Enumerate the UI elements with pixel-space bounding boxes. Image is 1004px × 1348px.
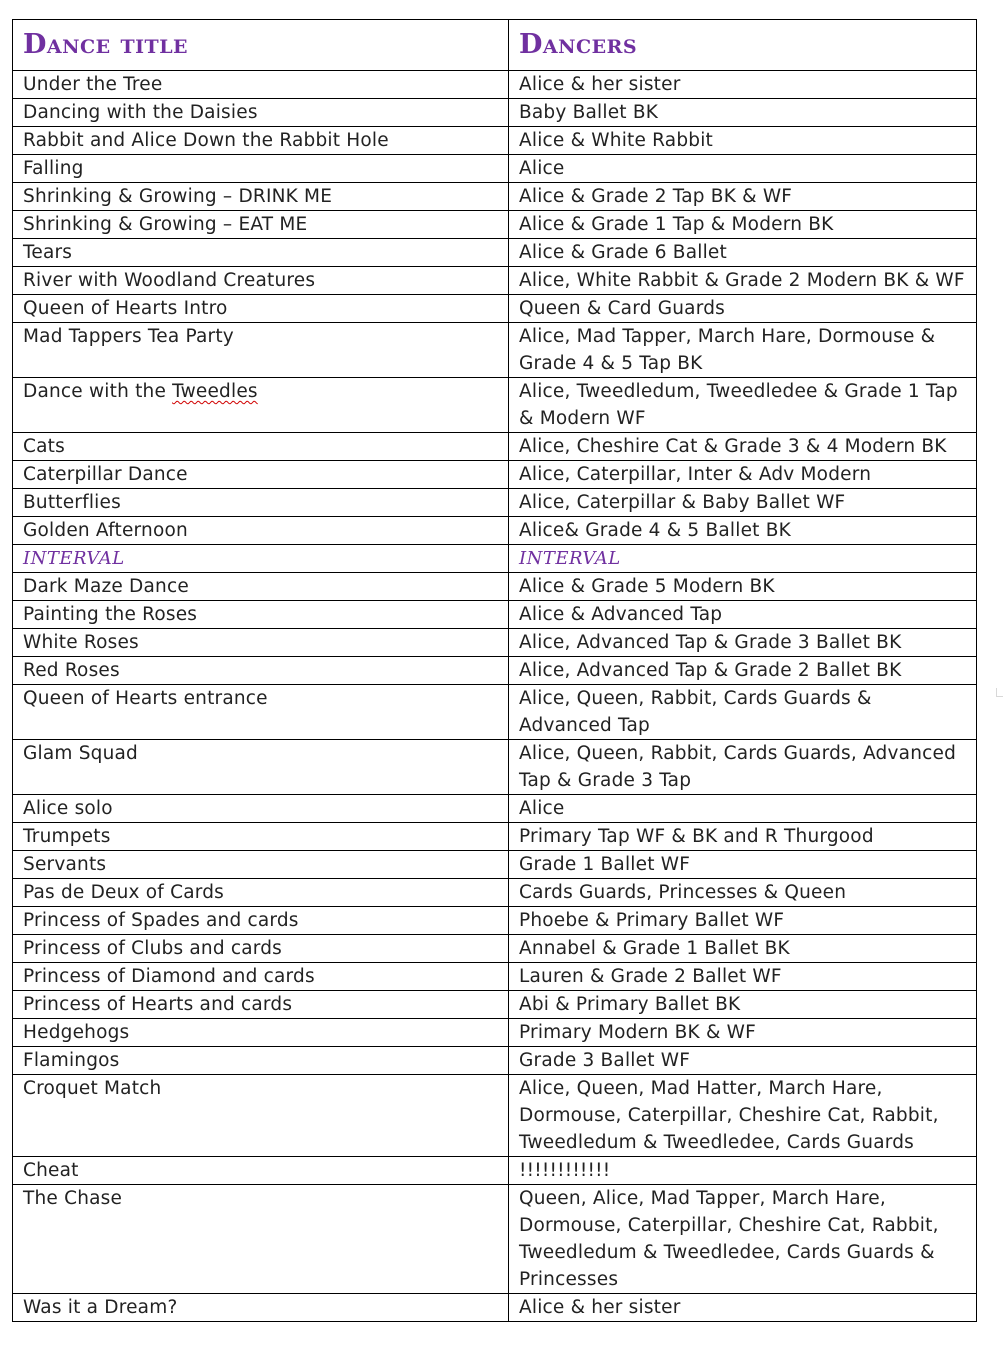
- table-row: [13, 657, 977, 685]
- header-row: [13, 20, 977, 71]
- dancers-cell: Alice, Tweedledum, Tweedledee & Grade 1 Tap & Modern WF: [509, 378, 977, 433]
- dance-title-cell: Hedgehogs: [13, 1019, 509, 1047]
- dancers-cell: Alice & Grade 5 Modern BK: [509, 573, 977, 601]
- dance-title-cell: Shrinking & Growing – EAT ME: [13, 211, 509, 239]
- spellcheck-flagged-word: Tweedles: [172, 381, 258, 402]
- dance-title-cell: Trumpets: [13, 823, 509, 851]
- dance-program-body: [13, 20, 977, 1322]
- table-row: [13, 71, 977, 99]
- dancers-cell: Alice & Grade 6 Ballet: [509, 239, 977, 267]
- dance-program-table: [12, 19, 977, 1322]
- dancers-cell: Phoebe & Primary Ballet WF: [509, 907, 977, 935]
- header-dancers: Dancers: [509, 20, 977, 71]
- dancers-cell: Alice & Grade 1 Tap & Modern BK: [509, 211, 977, 239]
- dance-title-cell: Croquet Match: [13, 1075, 509, 1157]
- dancers-cell: Alice, Advanced Tap & Grade 2 Ballet BK: [509, 657, 977, 685]
- table-row: [13, 601, 977, 629]
- dance-title-cell: Red Roses: [13, 657, 509, 685]
- dancers-cell: Baby Ballet BK: [509, 99, 977, 127]
- dance-title-cell: Tears: [13, 239, 509, 267]
- table-row: [13, 267, 977, 295]
- dancers-cell: Alice: [509, 155, 977, 183]
- interval-row: [13, 545, 977, 573]
- table-row: [13, 685, 977, 740]
- dancers-cell: Alice & Grade 2 Tap BK & WF: [509, 183, 977, 211]
- dance-title-cell: Golden Afternoon: [13, 517, 509, 545]
- table-row: [13, 211, 977, 239]
- dance-title-cell: Princess of Clubs and cards: [13, 935, 509, 963]
- dance-title-cell: Princess of Spades and cards: [13, 907, 509, 935]
- table-row: [13, 1185, 977, 1294]
- table-row: [13, 99, 977, 127]
- dancers-cell: Grade 1 Ballet WF: [509, 851, 977, 879]
- dancers-cell: Queen, Alice, Mad Tapper, March Hare, Dormouse, Caterpillar, Cheshire Cat, Rabbit, Tweedledum & Tweedledee, Cards Guards & Princesses: [509, 1185, 977, 1294]
- dancers-cell: Alice, Caterpillar, Inter & Adv Modern: [509, 461, 977, 489]
- dance-title-cell: Pas de Deux of Cards: [13, 879, 509, 907]
- dance-title-cell: [13, 378, 509, 433]
- table-row: [13, 378, 977, 433]
- dancers-cell: Alice: [509, 795, 977, 823]
- dance-title-cell: White Roses: [13, 629, 509, 657]
- table-row: [13, 1157, 977, 1185]
- table-row: [13, 573, 977, 601]
- dance-title-cell: Queen of Hearts Intro: [13, 295, 509, 323]
- dancers-cell: Alice & White Rabbit: [509, 127, 977, 155]
- table-row: [13, 740, 977, 795]
- dancers-cell: Alice & her sister: [509, 1294, 977, 1322]
- dancers-cell: Alice, Advanced Tap & Grade 3 Ballet BK: [509, 629, 977, 657]
- dancers-cell: Lauren & Grade 2 Ballet WF: [509, 963, 977, 991]
- table-row: [13, 795, 977, 823]
- table-row: [13, 239, 977, 267]
- table-row: [13, 1019, 977, 1047]
- table-row: [13, 851, 977, 879]
- table-row: [13, 1075, 977, 1157]
- dance-title-cell: Falling: [13, 155, 509, 183]
- dance-title-cell: Princess of Hearts and cards: [13, 991, 509, 1019]
- dancers-cell: Alice, Caterpillar & Baby Ballet WF: [509, 489, 977, 517]
- dance-title-cell: Dark Maze Dance: [13, 573, 509, 601]
- dance-title-cell: Alice solo: [13, 795, 509, 823]
- table-row: [13, 295, 977, 323]
- dance-title-cell: Glam Squad: [13, 740, 509, 795]
- dance-title-cell: Cats: [13, 433, 509, 461]
- table-row: [13, 433, 977, 461]
- table-row: [13, 823, 977, 851]
- dancers-cell: INTERVAL: [509, 545, 977, 573]
- dancers-cell: Primary Modern BK & WF: [509, 1019, 977, 1047]
- dancers-cell: Primary Tap WF & BK and R Thurgood: [509, 823, 977, 851]
- table-row: [13, 323, 977, 378]
- dancers-cell: Alice & Advanced Tap: [509, 601, 977, 629]
- dancers-cell: Alice, Cheshire Cat & Grade 3 & 4 Modern BK: [509, 433, 977, 461]
- table-row: [13, 907, 977, 935]
- dancers-cell: Alice, Queen, Mad Hatter, March Hare, Dormouse, Caterpillar, Cheshire Cat, Rabbit, Tweedledum & Tweedledee, Cards Guards: [509, 1075, 977, 1157]
- dancers-cell: Annabel & Grade 1 Ballet BK: [509, 935, 977, 963]
- dance-title-cell: Queen of Hearts entrance: [13, 685, 509, 740]
- dance-title-cell: Under the Tree: [13, 71, 509, 99]
- dance-title-cell: Shrinking & Growing – DRINK ME: [13, 183, 509, 211]
- dance-title-cell: Servants: [13, 851, 509, 879]
- dance-title-cell: Was it a Dream?: [13, 1294, 509, 1322]
- dancers-cell: Abi & Primary Ballet BK: [509, 991, 977, 1019]
- table-row: [13, 879, 977, 907]
- dance-title-cell: The Chase: [13, 1185, 509, 1294]
- dancers-cell: !!!!!!!!!!!!: [509, 1157, 977, 1185]
- dance-title-cell: River with Woodland Creatures: [13, 267, 509, 295]
- table-row: [13, 991, 977, 1019]
- dancers-cell: Alice, Queen, Rabbit, Cards Guards & Advanced Tap: [509, 685, 977, 740]
- dance-title-text: Dance with the: [23, 381, 173, 402]
- page-edge-marker: [996, 688, 1003, 697]
- table-row: [13, 1047, 977, 1075]
- dance-title-cell: Mad Tappers Tea Party: [13, 323, 509, 378]
- dance-title-cell: Flamingos: [13, 1047, 509, 1075]
- table-row: [13, 489, 977, 517]
- table-row: [13, 629, 977, 657]
- dancers-cell: Grade 3 Ballet WF: [509, 1047, 977, 1075]
- table-row: [13, 127, 977, 155]
- dancers-cell: Queen & Card Guards: [509, 295, 977, 323]
- table-row: [13, 183, 977, 211]
- dance-title-cell: Cheat: [13, 1157, 509, 1185]
- dance-title-cell: Dancing with the Daisies: [13, 99, 509, 127]
- dance-title-cell: INTERVAL: [13, 545, 509, 573]
- dance-title-cell: Caterpillar Dance: [13, 461, 509, 489]
- dance-title-cell: Rabbit and Alice Down the Rabbit Hole: [13, 127, 509, 155]
- table-row: [13, 963, 977, 991]
- dancers-cell: Alice, White Rabbit & Grade 2 Modern BK & WF: [509, 267, 977, 295]
- dancers-cell: Alice, Mad Tapper, March Hare, Dormouse & Grade 4 & 5 Tap BK: [509, 323, 977, 378]
- dancers-cell: Cards Guards, Princesses & Queen: [509, 879, 977, 907]
- table-row: [13, 461, 977, 489]
- table-row: [13, 517, 977, 545]
- dancers-cell: Alice& Grade 4 & 5 Ballet BK: [509, 517, 977, 545]
- header-dance-title: Dance title: [13, 20, 509, 71]
- table-row: [13, 935, 977, 963]
- dance-title-cell: Princess of Diamond and cards: [13, 963, 509, 991]
- dance-title-cell: Painting the Roses: [13, 601, 509, 629]
- table-row: [13, 1294, 977, 1322]
- table-row: [13, 155, 977, 183]
- dancers-cell: Alice, Queen, Rabbit, Cards Guards, Advanced Tap & Grade 3 Tap: [509, 740, 977, 795]
- dance-title-cell: Butterflies: [13, 489, 509, 517]
- dancers-cell: Alice & her sister: [509, 71, 977, 99]
